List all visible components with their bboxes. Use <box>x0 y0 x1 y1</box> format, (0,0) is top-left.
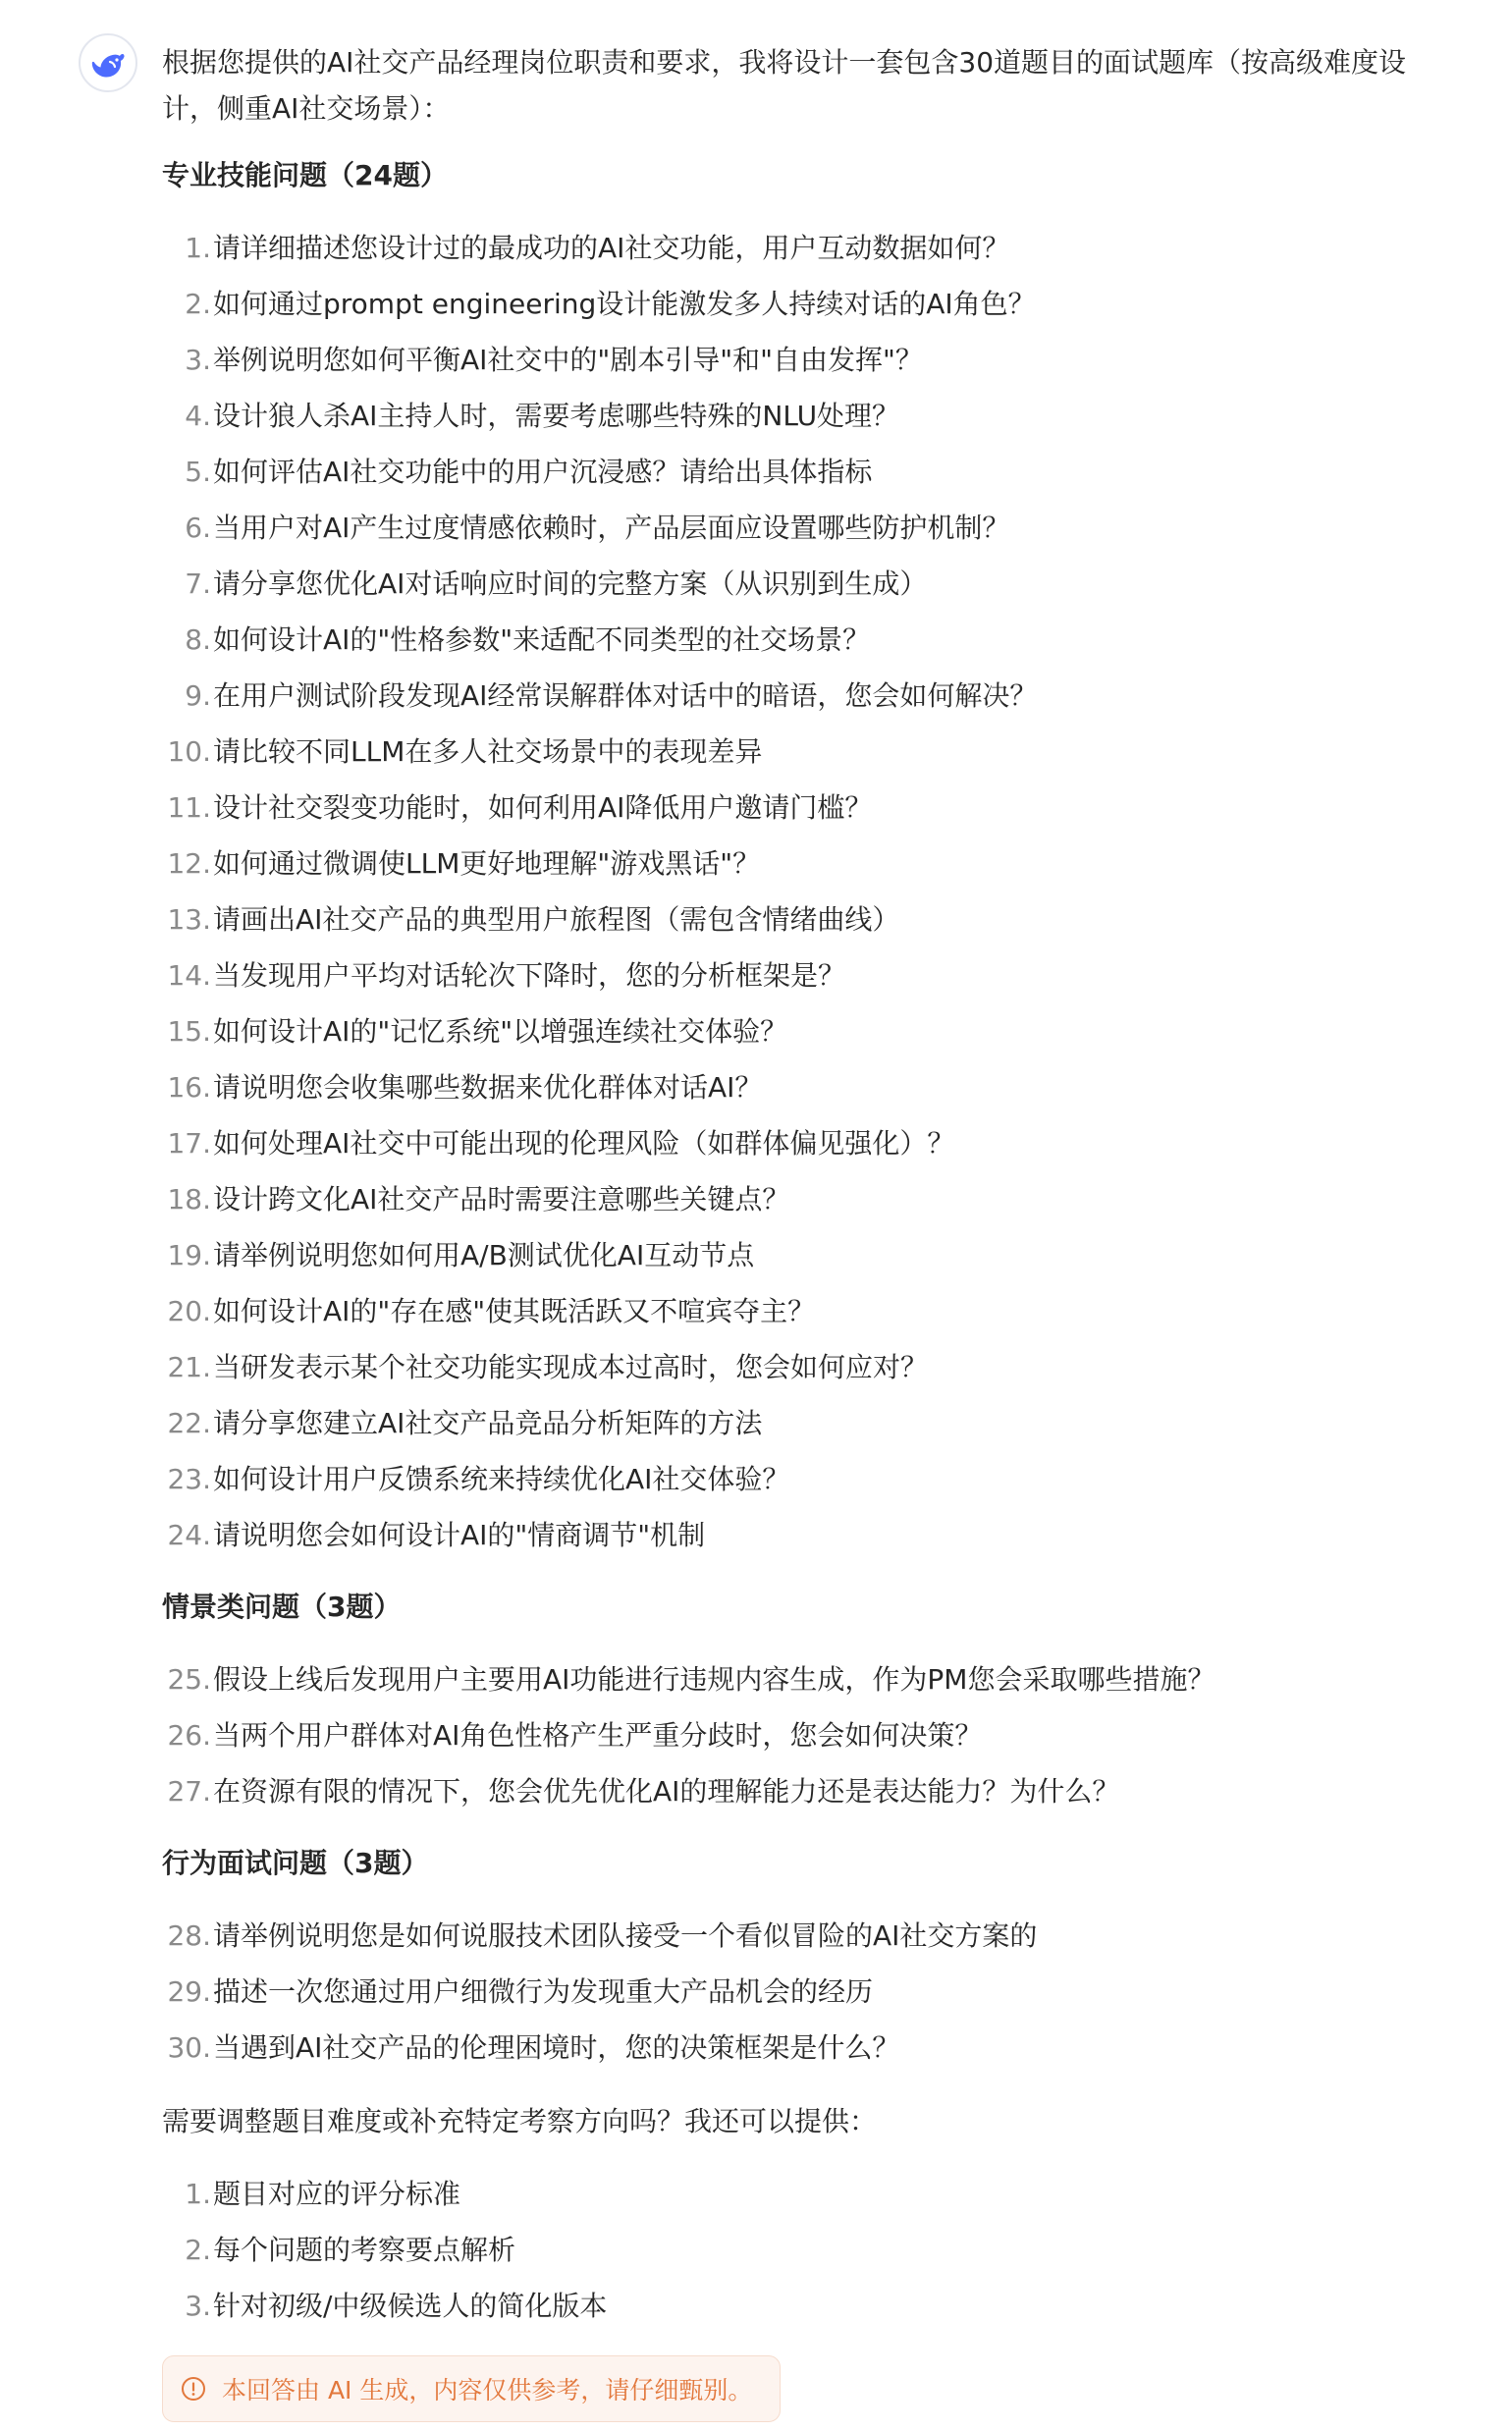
disclaimer-text: 本回答由 AI 生成，内容仅供参考，请仔细甄别。 <box>222 2376 753 2404</box>
list-number: 15. <box>167 1015 211 1048</box>
list-item <box>162 1059 1429 1115</box>
list-item <box>162 1651 1429 1707</box>
list-number: 22. <box>167 1407 211 1439</box>
list-item <box>162 220 1429 276</box>
list-item <box>162 1171 1429 1227</box>
list-item <box>162 1395 1429 1451</box>
list-number: 13. <box>167 903 211 936</box>
info-circle-icon <box>181 2376 206 2402</box>
question-text: 描述一次您通过用户细微行为发现重大产品机会的经历 <box>213 1975 874 2008</box>
question-text: 如何通过微调使LLM更好地理解"游戏黑话"？ <box>213 847 761 880</box>
question-text: 请说明您会收集哪些数据来优化群体对话AI？ <box>213 1071 763 1104</box>
list-number: 2. <box>185 2234 211 2266</box>
offer-list <box>162 2166 1429 2334</box>
question-text: 当发现用户平均对话轮次下降时，您的分析框架是？ <box>213 959 846 992</box>
list-number: 19. <box>167 1239 211 1271</box>
ai-disclaimer-banner <box>162 2355 781 2422</box>
list-item <box>162 2278 1429 2334</box>
list-number: 17. <box>167 1127 211 1160</box>
list-item <box>162 668 1429 724</box>
question-text: 请分享您优化AI对话响应时间的完整方案（从识别到生成） <box>213 567 928 600</box>
message-content <box>162 39 1429 2422</box>
question-text: 如何通过prompt engineering设计能激发多人持续对话的AI角色？ <box>213 288 1036 320</box>
question-text: 请举例说明您是如何说服技术团队接受一个看似冒险的AI社交方案的 <box>213 1919 1038 1952</box>
list-number: 30. <box>167 2031 211 2064</box>
list-number: 10. <box>167 735 211 768</box>
list-number: 23. <box>167 1463 211 1495</box>
question-text: 如何处理AI社交中可能出现的伦理风险（如群体偏见强化）？ <box>213 1127 955 1160</box>
offer-text: 针对初级/中级候选人的简化版本 <box>213 2290 608 2322</box>
question-text: 设计狼人杀AI主持人时，需要考虑哪些特殊的NLU处理？ <box>213 400 900 432</box>
offer-text: 每个问题的考察要点解析 <box>213 2234 516 2266</box>
question-text: 请画出AI社交产品的典型用户旅程图（需包含情绪曲线） <box>213 903 900 936</box>
question-text: 请详细描述您设计过的最成功的AI社交功能，用户互动数据如何？ <box>213 232 1010 264</box>
list-item <box>162 1707 1429 1763</box>
list-number: 8. <box>185 623 211 656</box>
list-number: 3. <box>185 344 211 376</box>
list-item <box>162 1908 1429 1964</box>
question-text: 设计跨文化AI社交产品时需要注意哪些关键点？ <box>213 1183 790 1216</box>
question-text: 请说明您会如何设计AI的"情商调节"机制 <box>213 1519 706 1551</box>
list-item <box>162 444 1429 500</box>
deepseek-whale-icon <box>88 43 128 82</box>
list-number: 25. <box>167 1663 211 1696</box>
question-text: 当研发表示某个社交功能实现成本过高时，您会如何应对？ <box>213 1351 929 1383</box>
list-item <box>162 1451 1429 1507</box>
offer-text: 题目对应的评分标准 <box>213 2178 461 2210</box>
question-text: 当遇到AI社交产品的伦理困境时，您的决策框架是什么？ <box>213 2031 900 2064</box>
section-heading-scenario: 情景类问题（3题） <box>162 1591 402 1623</box>
list-number: 1. <box>185 2178 211 2210</box>
list-number: 5. <box>185 456 211 488</box>
closing-text: 需要调整题目难度或补充特定考察方向吗？我还可以提供： <box>162 2105 878 2137</box>
question-text: 如何评估AI社交功能中的用户沉浸感？请给出具体指标 <box>213 456 873 488</box>
list-number: 2. <box>185 288 211 320</box>
professional-question-list <box>162 220 1429 1563</box>
question-text: 请分享您建立AI社交产品竞品分析矩阵的方法 <box>213 1407 763 1439</box>
list-number: 3. <box>185 2290 211 2322</box>
list-item <box>162 500 1429 556</box>
question-text: 请举例说明您如何用A/B测试优化AI互动节点 <box>213 1239 755 1271</box>
list-item <box>162 1507 1429 1563</box>
list-item <box>162 836 1429 891</box>
list-number: 26. <box>167 1719 211 1752</box>
list-number: 14. <box>167 959 211 992</box>
question-text: 在用户测试阶段发现AI经常误解群体对话中的暗语，您会如何解决？ <box>213 679 1038 712</box>
list-item <box>162 780 1429 836</box>
list-item <box>162 276 1429 332</box>
intro-text: 根据您提供的AI社交产品经理岗位职责和要求，我将设计一套包含30道题目的面试题库（按高级难度设计，侧重AI社交场景）： <box>162 46 1407 125</box>
list-item <box>162 332 1429 388</box>
list-number: 11. <box>167 791 211 824</box>
list-number: 16. <box>167 1071 211 1104</box>
list-number: 6. <box>185 512 211 544</box>
list-item <box>162 1227 1429 1283</box>
list-item <box>162 556 1429 612</box>
list-item <box>162 2166 1429 2222</box>
question-text: 假设上线后发现用户主要用AI功能进行违规内容生成，作为PM您会采取哪些措施？ <box>213 1663 1215 1696</box>
list-number: 1. <box>185 232 211 264</box>
section-heading-behavioral: 行为面试问题（3题） <box>162 1847 429 1879</box>
list-item <box>162 612 1429 668</box>
list-number: 29. <box>167 1975 211 2008</box>
question-text: 如何设计用户反馈系统来持续优化AI社交体验？ <box>213 1463 790 1495</box>
list-number: 27. <box>167 1775 211 1808</box>
list-number: 24. <box>167 1519 211 1551</box>
list-item <box>162 388 1429 444</box>
list-item <box>162 724 1429 780</box>
behavioral-question-list <box>162 1908 1429 2076</box>
question-text: 当用户对AI产生过度情感依赖时，产品层面应设置哪些防护机制？ <box>213 512 1010 544</box>
list-item <box>162 2222 1429 2278</box>
assistant-avatar <box>79 33 137 92</box>
question-text: 如何设计AI的"性格参数"来适配不同类型的社交场景？ <box>213 623 871 656</box>
question-text: 如何设计AI的"记忆系统"以增强连续社交体验？ <box>213 1015 788 1048</box>
list-number: 7. <box>185 567 211 600</box>
list-item <box>162 1339 1429 1395</box>
list-item <box>162 1115 1429 1171</box>
list-number: 4. <box>185 400 211 432</box>
question-text: 设计社交裂变功能时，如何利用AI降低用户邀请门槛？ <box>213 791 873 824</box>
list-number: 12. <box>167 847 211 880</box>
list-item <box>162 1763 1429 1819</box>
list-item <box>162 1964 1429 2020</box>
question-text: 请比较不同LLM在多人社交场景中的表现差异 <box>213 735 763 768</box>
question-text: 当两个用户群体对AI角色性格产生严重分歧时，您会如何决策？ <box>213 1719 983 1752</box>
section-heading-professional: 专业技能问题（24题） <box>162 159 448 191</box>
list-item <box>162 947 1429 1003</box>
question-text: 如何设计AI的"存在感"使其既活跃又不喧宾夺主？ <box>213 1295 816 1327</box>
list-item <box>162 891 1429 947</box>
list-number: 20. <box>167 1295 211 1327</box>
list-item <box>162 2020 1429 2076</box>
scenario-question-list <box>162 1651 1429 1819</box>
list-item <box>162 1003 1429 1059</box>
list-number: 18. <box>167 1183 211 1216</box>
list-item <box>162 1283 1429 1339</box>
list-number: 21. <box>167 1351 211 1383</box>
question-text: 举例说明您如何平衡AI社交中的"剧本引导"和"自由发挥"？ <box>213 344 923 376</box>
question-text: 在资源有限的情况下，您会优先优化AI的理解能力还是表达能力？为什么？ <box>213 1775 1120 1808</box>
list-number: 28. <box>167 1919 211 1952</box>
list-number: 9. <box>185 679 211 712</box>
